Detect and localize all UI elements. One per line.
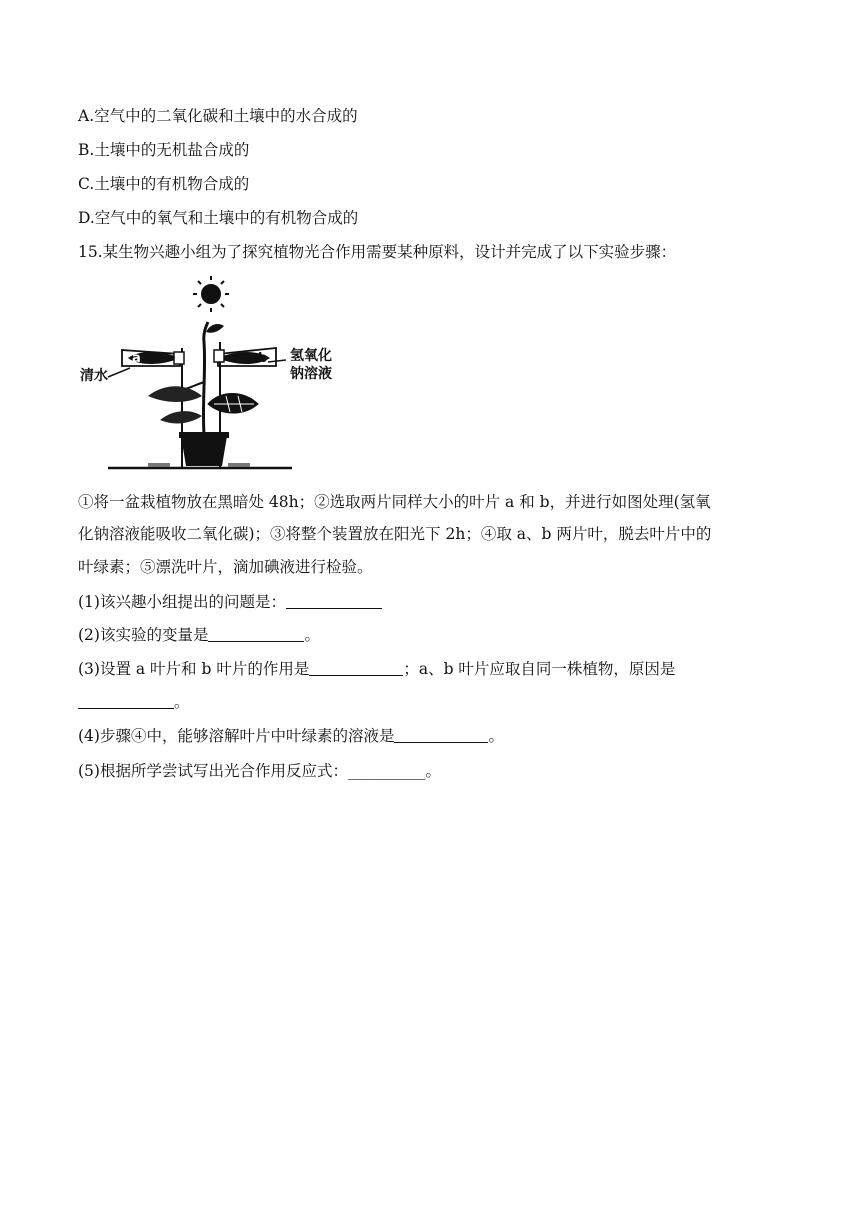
subquestion-2 [78,625,320,645]
leaf-b-label: b [258,351,268,366]
answer-blank-3a[interactable] [309,661,403,676]
subquestion-3-cont [78,692,190,712]
plant-experiment-figure [78,272,348,478]
steps-line-3: 叶绿素；⑤漂洗叶片，滴加碘液进行检验。 [78,558,373,576]
answer-blank-2[interactable] [208,627,304,642]
option-d: D.空气中的氧气和土壤中的有机物合成的 [78,209,359,227]
option-a: A.空气中的二氧化碳和土壤中的水合成的 [78,107,358,125]
water-label: 清水 [80,368,108,384]
option-c: C.土壤中的有机物合成的 [78,175,250,193]
leaf-a-label: a [132,351,141,366]
subquestion-4-end: 。 [488,727,504,745]
subquestion-4-text: (4)步骤④中，能够溶解叶片中叶绿素的溶液是 [78,727,395,745]
subquestion-1-text: (1)该兴趣小组提出的问题是： [78,593,286,611]
answer-blank-3b[interactable] [78,694,174,709]
subquestion-4 [78,726,504,746]
subquestion-3-end: 。 [174,693,190,711]
subquestion-5 [78,761,441,781]
subquestion-3-middle: ；a、b 叶片应取自同一株植物，原因是 [403,660,676,678]
subquestion-3-text: (3)设置 a 叶片和 b 叶片的作用是 [78,660,310,678]
steps-line-1: ①将一盆栽植物放在黑暗处 48h；②选取两片同样大小的叶片 a 和 b，并进行如图处理(氢氧 [78,493,711,511]
subquestion-5-text: (5)根据所学尝试写出光合作用反应式： [78,762,348,780]
subquestion-2-end: 。 [304,626,320,644]
subquestion-2-text: (2)该实验的变量是 [78,626,209,644]
sun-icon [193,276,229,312]
steps-line-2: 化钠溶液能吸收二氧化碳)；③将整个装置放在阳光下 2h；④取 a、b 两片叶，脱去叶片中的 [78,525,712,543]
naoh-label-1: 氢氧化 [290,348,332,364]
subquestion-3 [78,659,675,679]
question-stem: 15.某生物兴趣小组为了探究植物光合作用需要某种原料，设计并完成了以下实验步骤： [78,243,677,261]
subquestion-1 [78,592,382,612]
subquestion-5-end: 。 [425,762,441,780]
answer-blank-4[interactable] [394,728,488,743]
answer-blank-5[interactable]: __________ [347,762,426,780]
answer-blank-1[interactable] [286,594,382,609]
option-b: B.土壤中的无机盐合成的 [78,141,250,159]
naoh-label-2: 钠溶液 [290,366,332,382]
